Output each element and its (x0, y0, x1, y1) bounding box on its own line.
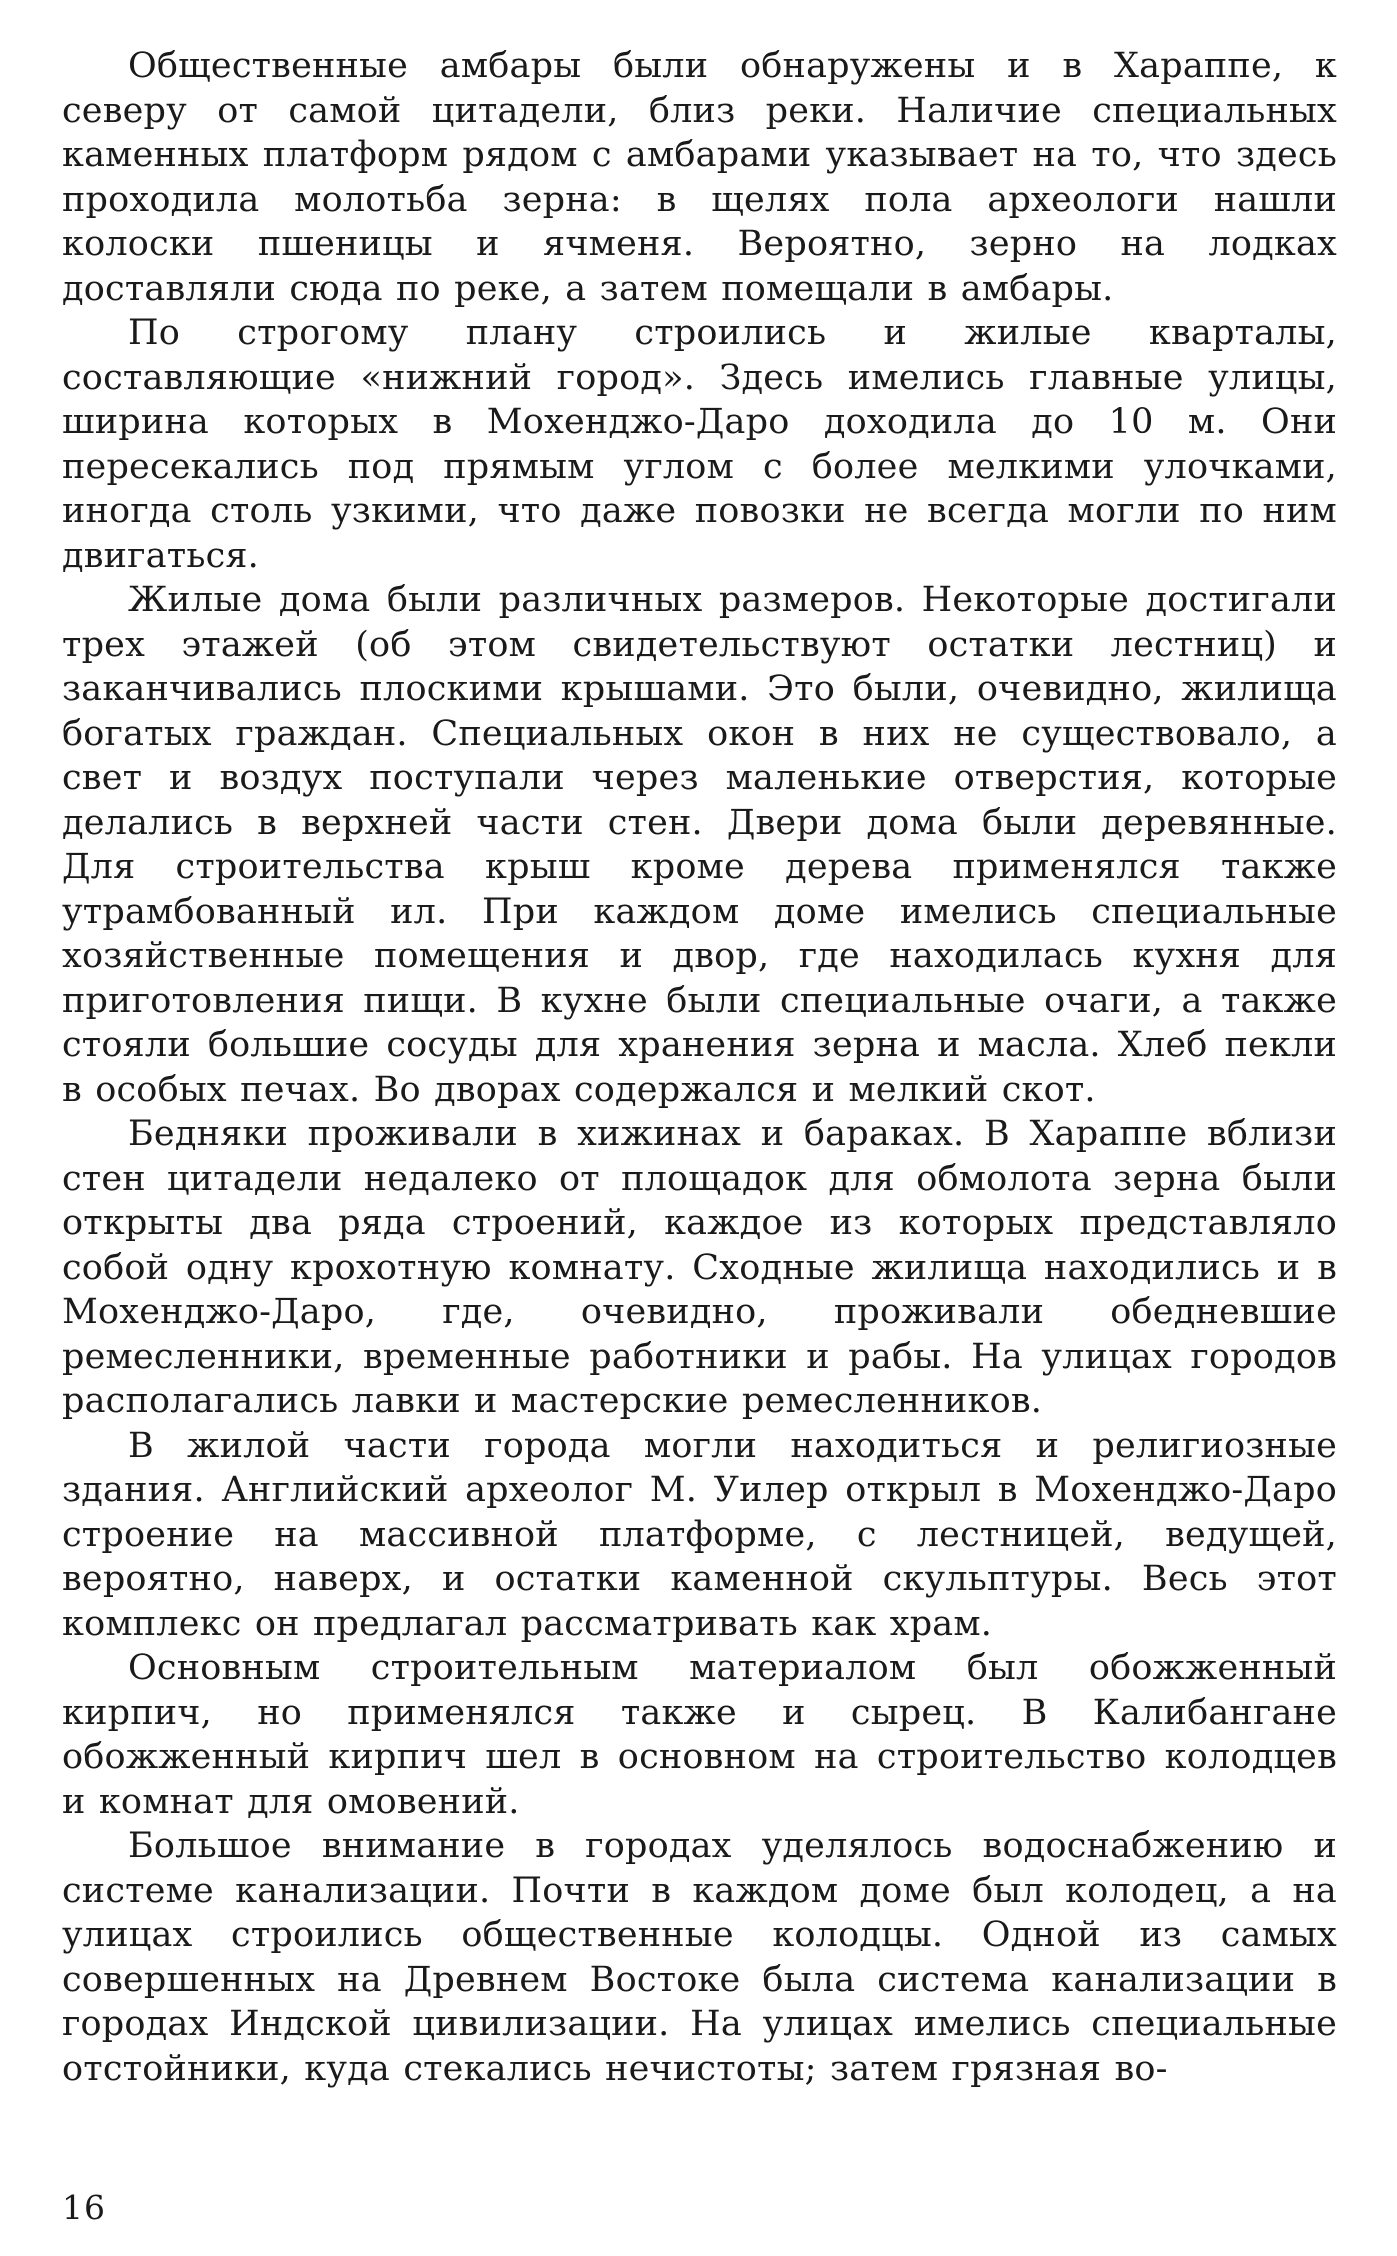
paragraph-houses: Жилые дома были различных размеров. Некоторые достигали трех этажей (об этом свидетельствуют остатки лестниц) и заканчивались плоскими крышами. Это были, очевидно, жилища богатых граждан. Специальных окон в них не существовало, а свет и воздух поступали через маленькие отверстия, которые делались в верхней части стен. Двери дома были деревянные. Для строительства крыш кроме дерева применялся также утрамбованный ил. При каждом доме имелись специальные хозяйственные помещения и двор, где находилась кухня для приготовления пищи. В кухне были специальные очаги, а также стояли большие сосуды для хранения зерна и масла. Хлеб пекли в особых печах. Во дворах содержался и мелкий скот. (62, 580, 1337, 1110)
page-body (62, 44, 1337, 2091)
paragraph-residential-quarters: По строгому плану строились и жилые кварталы, составляющие «нижний город». Здесь имелись главные улицы, ширина которых в Мохенджо-Даро доходила до 10 м. Они пересекались под прямым углом с более мелкими улочками, иногда столь узкими, что даже повозки не всегда могли по ним двигаться. (62, 313, 1337, 576)
paragraph-building-materials: Основным строительным материалом был обожженный кирпич, но применялся также и сырец. В Калибангане обожженный кирпич шел в основном на строительство колодцев и комнат для омовений. (62, 1648, 1337, 1822)
paragraph-religious-buildings: В жилой части города могли находиться и религиозные здания. Английский археолог М. Уилер открыл в Мохенджо-Даро строение на массивной платформе, с лестницей, ведущей, вероятно, наверх, и остатки каменной скульптуры. Весь этот комплекс он предлагал рассматривать как храм. (62, 1425, 1337, 1644)
paragraph-water-supply: Большое внимание в городах уделялось водоснабжению и системе канализации. Почти в каждом доме был колодец, а на улицах строились общественные колодцы. Одной из самых совершенных на Древнем Востоке была система канализации в городах Индской цивилизации. На улицах имелись специальные отстойники, куда стекались нечистоты; затем грязная во- (62, 1826, 1337, 2089)
paragraph-poor-dwellings: Бедняки проживали в хижинах и бараках. В Хараппе вблизи стен цитадели недалеко от площадок для обмолота зерна были открыты два ряда строений, каждое из которых представляло собой одну крохотную комнату. Сходные жилища находились и в Мохенджо-Даро, где, очевидно, проживали обедневшие ремесленники, временные работники и рабы. На улицах городов располагались лавки и мастерские ремесленников. (62, 1114, 1337, 1421)
page-number: 16 (62, 2188, 106, 2227)
paragraph-public-granaries: Общественные амбары были обнаружены и в Хараппе, к северу от самой цитадели, близ реки. Наличие специальных каменных платформ рядом с амбарами указывает на то, что здесь проходила молотьба зерна: в щелях пола археологи нашли колоски пшеницы и ячменя. Вероятно, зерно на лодках доставляли сюда по реке, а затем помещали в амбары. (62, 46, 1337, 309)
